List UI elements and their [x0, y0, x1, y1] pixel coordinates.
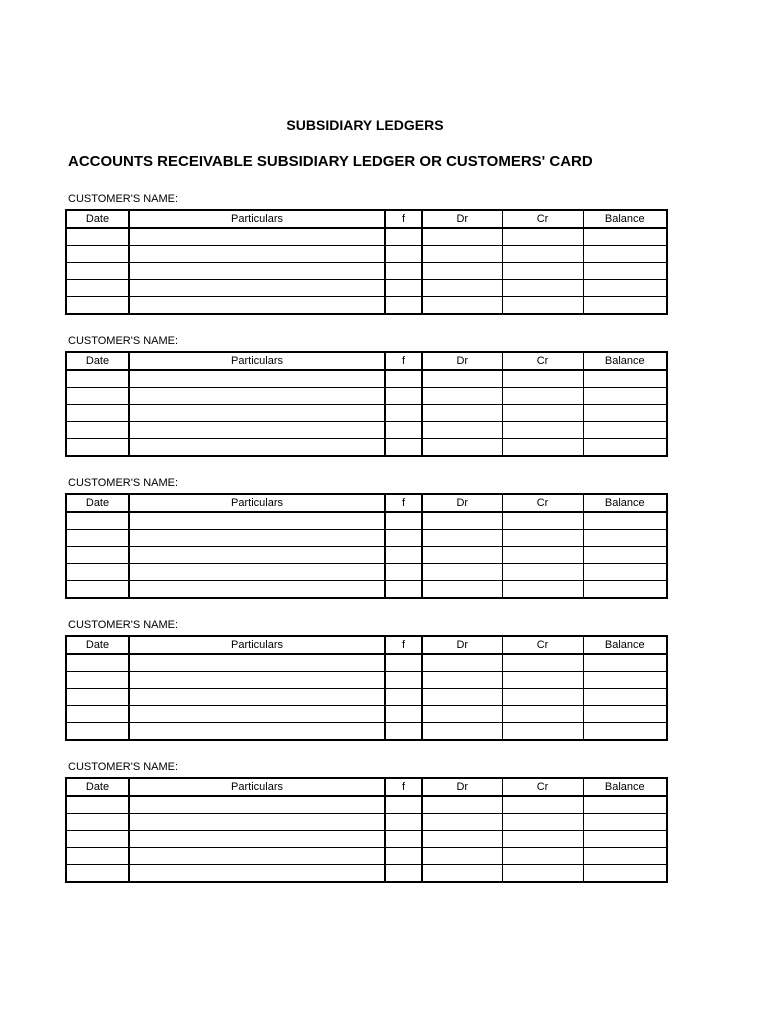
- ledger-table: [65, 493, 668, 599]
- cell-date: [66, 706, 129, 723]
- cell-cr: [502, 796, 583, 814]
- cell-dr: [422, 564, 502, 581]
- column-header-dr: Dr: [422, 636, 502, 654]
- cell-particulars: [129, 439, 385, 457]
- column-header-date: Date: [66, 636, 129, 654]
- cell-date: [66, 370, 129, 388]
- cell-date: [66, 831, 129, 848]
- table-row: [66, 263, 667, 280]
- cell-date: [66, 672, 129, 689]
- cell-particulars: [129, 263, 385, 280]
- cell-date: [66, 530, 129, 547]
- cell-cr: [502, 848, 583, 865]
- cell-cr: [502, 706, 583, 723]
- cell-cr: [502, 547, 583, 564]
- table-row: [66, 246, 667, 263]
- cell-balance: [583, 280, 667, 297]
- column-header-f: f: [385, 494, 422, 512]
- cell-date: [66, 564, 129, 581]
- table-row: [66, 280, 667, 297]
- table-row: [66, 530, 667, 547]
- cell-cr: [502, 439, 583, 457]
- table-row: [66, 547, 667, 564]
- cell-cr: [502, 422, 583, 439]
- cell-date: [66, 547, 129, 564]
- cell-date: [66, 848, 129, 865]
- ledger-table: [65, 351, 668, 457]
- ledger-table: [65, 777, 668, 883]
- column-header-dr: Dr: [422, 210, 502, 228]
- table-row: [66, 422, 667, 439]
- cell-f: [385, 297, 422, 315]
- cell-cr: [502, 831, 583, 848]
- ledger-table: [65, 635, 668, 741]
- column-header-particulars: Particulars: [129, 210, 385, 228]
- cell-balance: [583, 547, 667, 564]
- cell-particulars: [129, 246, 385, 263]
- cell-particulars: [129, 706, 385, 723]
- cell-f: [385, 547, 422, 564]
- cell-f: [385, 246, 422, 263]
- column-header-f: f: [385, 636, 422, 654]
- cell-particulars: [129, 865, 385, 883]
- table-row: [66, 581, 667, 599]
- table-row: [66, 723, 667, 741]
- cell-date: [66, 297, 129, 315]
- cell-dr: [422, 512, 502, 530]
- cell-date: [66, 263, 129, 280]
- cell-particulars: [129, 547, 385, 564]
- ledger-header-row: [66, 352, 667, 370]
- ledger-table: [65, 209, 668, 315]
- column-header-dr: Dr: [422, 352, 502, 370]
- cell-date: [66, 654, 129, 672]
- cell-cr: [502, 672, 583, 689]
- cell-particulars: [129, 564, 385, 581]
- cell-cr: [502, 280, 583, 297]
- cell-dr: [422, 865, 502, 883]
- table-row: [66, 814, 667, 831]
- cell-balance: [583, 228, 667, 246]
- cell-f: [385, 564, 422, 581]
- cell-cr: [502, 581, 583, 599]
- column-header-balance: Balance: [583, 494, 667, 512]
- cell-balance: [583, 865, 667, 883]
- column-header-balance: Balance: [583, 778, 667, 796]
- cell-date: [66, 512, 129, 530]
- table-row: [66, 405, 667, 422]
- cell-f: [385, 422, 422, 439]
- cell-dr: [422, 581, 502, 599]
- cell-balance: [583, 388, 667, 405]
- customer-name-label: CUSTOMER'S NAME:: [68, 335, 179, 347]
- column-header-dr: Dr: [422, 778, 502, 796]
- cell-f: [385, 530, 422, 547]
- column-header-balance: Balance: [583, 210, 667, 228]
- table-row: [66, 564, 667, 581]
- column-header-cr: Cr: [502, 636, 583, 654]
- column-header-particulars: Particulars: [129, 778, 385, 796]
- cell-f: [385, 405, 422, 422]
- cell-balance: [583, 263, 667, 280]
- cell-dr: [422, 280, 502, 297]
- table-row: [66, 848, 667, 865]
- cell-f: [385, 280, 422, 297]
- cell-cr: [502, 263, 583, 280]
- cell-date: [66, 246, 129, 263]
- cell-dr: [422, 723, 502, 741]
- column-header-date: Date: [66, 494, 129, 512]
- table-row: [66, 297, 667, 315]
- cell-balance: [583, 581, 667, 599]
- cell-cr: [502, 865, 583, 883]
- cell-particulars: [129, 796, 385, 814]
- cell-cr: [502, 246, 583, 263]
- cell-balance: [583, 422, 667, 439]
- column-header-date: Date: [66, 778, 129, 796]
- cell-balance: [583, 831, 667, 848]
- cell-f: [385, 848, 422, 865]
- cell-cr: [502, 654, 583, 672]
- cell-balance: [583, 439, 667, 457]
- page-subtitle: ACCOUNTS RECEIVABLE SUBSIDIARY LEDGER OR CUSTOMERS' CARD: [68, 153, 593, 170]
- cell-date: [66, 280, 129, 297]
- cell-dr: [422, 530, 502, 547]
- cell-balance: [583, 512, 667, 530]
- column-header-dr: Dr: [422, 494, 502, 512]
- cell-balance: [583, 672, 667, 689]
- table-row: [66, 831, 667, 848]
- column-header-date: Date: [66, 210, 129, 228]
- cell-date: [66, 581, 129, 599]
- cell-cr: [502, 228, 583, 246]
- table-row: [66, 654, 667, 672]
- column-header-f: f: [385, 210, 422, 228]
- cell-dr: [422, 706, 502, 723]
- cell-particulars: [129, 228, 385, 246]
- table-row: [66, 439, 667, 457]
- cell-f: [385, 796, 422, 814]
- customer-name-label: CUSTOMER'S NAME:: [68, 193, 179, 205]
- cell-f: [385, 388, 422, 405]
- cell-dr: [422, 654, 502, 672]
- cell-date: [66, 689, 129, 706]
- cell-cr: [502, 723, 583, 741]
- cell-balance: [583, 814, 667, 831]
- cell-cr: [502, 564, 583, 581]
- cell-date: [66, 439, 129, 457]
- cell-date: [66, 228, 129, 246]
- cell-f: [385, 439, 422, 457]
- cell-particulars: [129, 831, 385, 848]
- column-header-cr: Cr: [502, 352, 583, 370]
- cell-particulars: [129, 672, 385, 689]
- cell-date: [66, 388, 129, 405]
- cell-particulars: [129, 422, 385, 439]
- cell-particulars: [129, 530, 385, 547]
- cell-balance: [583, 796, 667, 814]
- table-row: [66, 672, 667, 689]
- cell-dr: [422, 370, 502, 388]
- cell-date: [66, 796, 129, 814]
- page-title: SUBSIDIARY LEDGERS: [286, 117, 444, 133]
- cell-particulars: [129, 654, 385, 672]
- cell-f: [385, 228, 422, 246]
- cell-f: [385, 865, 422, 883]
- cell-balance: [583, 706, 667, 723]
- customer-name-label: CUSTOMER'S NAME:: [68, 619, 179, 631]
- table-row: [66, 865, 667, 883]
- cell-f: [385, 831, 422, 848]
- cell-f: [385, 689, 422, 706]
- cell-particulars: [129, 280, 385, 297]
- cell-f: [385, 581, 422, 599]
- cell-particulars: [129, 581, 385, 599]
- table-row: [66, 388, 667, 405]
- cell-date: [66, 405, 129, 422]
- cell-cr: [502, 297, 583, 315]
- cell-f: [385, 706, 422, 723]
- cell-date: [66, 422, 129, 439]
- cell-dr: [422, 831, 502, 848]
- cell-f: [385, 370, 422, 388]
- customer-name-label: CUSTOMER'S NAME:: [68, 477, 179, 489]
- column-header-particulars: Particulars: [129, 352, 385, 370]
- table-row: [66, 796, 667, 814]
- cell-particulars: [129, 297, 385, 315]
- cell-balance: [583, 654, 667, 672]
- column-header-cr: Cr: [502, 210, 583, 228]
- cell-balance: [583, 370, 667, 388]
- cell-dr: [422, 246, 502, 263]
- table-row: [66, 370, 667, 388]
- cell-f: [385, 723, 422, 741]
- cell-balance: [583, 723, 667, 741]
- ledger-header-row: [66, 494, 667, 512]
- cell-balance: [583, 564, 667, 581]
- cell-dr: [422, 689, 502, 706]
- cell-dr: [422, 297, 502, 315]
- column-header-cr: Cr: [502, 778, 583, 796]
- cell-particulars: [129, 512, 385, 530]
- cell-dr: [422, 263, 502, 280]
- column-header-balance: Balance: [583, 352, 667, 370]
- cell-particulars: [129, 723, 385, 741]
- cell-balance: [583, 246, 667, 263]
- cell-dr: [422, 814, 502, 831]
- table-row: [66, 689, 667, 706]
- cell-particulars: [129, 848, 385, 865]
- cell-particulars: [129, 405, 385, 422]
- cell-balance: [583, 297, 667, 315]
- cell-dr: [422, 672, 502, 689]
- cell-dr: [422, 796, 502, 814]
- customer-name-label: CUSTOMER'S NAME:: [68, 761, 179, 773]
- column-header-cr: Cr: [502, 494, 583, 512]
- cell-dr: [422, 388, 502, 405]
- table-row: [66, 706, 667, 723]
- cell-f: [385, 512, 422, 530]
- cell-dr: [422, 405, 502, 422]
- cell-dr: [422, 439, 502, 457]
- cell-f: [385, 672, 422, 689]
- cell-balance: [583, 530, 667, 547]
- cell-balance: [583, 405, 667, 422]
- column-header-f: f: [385, 352, 422, 370]
- cell-cr: [502, 370, 583, 388]
- cell-particulars: [129, 814, 385, 831]
- cell-dr: [422, 547, 502, 564]
- cell-cr: [502, 405, 583, 422]
- cell-date: [66, 814, 129, 831]
- cell-dr: [422, 228, 502, 246]
- cell-dr: [422, 848, 502, 865]
- column-header-f: f: [385, 778, 422, 796]
- ledger-header-row: [66, 210, 667, 228]
- cell-balance: [583, 689, 667, 706]
- cell-cr: [502, 512, 583, 530]
- cell-f: [385, 814, 422, 831]
- table-row: [66, 512, 667, 530]
- cell-particulars: [129, 689, 385, 706]
- cell-f: [385, 654, 422, 672]
- cell-cr: [502, 530, 583, 547]
- cell-date: [66, 865, 129, 883]
- column-header-balance: Balance: [583, 636, 667, 654]
- column-header-particulars: Particulars: [129, 494, 385, 512]
- cell-balance: [583, 848, 667, 865]
- ledger-header-row: [66, 778, 667, 796]
- column-header-particulars: Particulars: [129, 636, 385, 654]
- cell-cr: [502, 814, 583, 831]
- ledger-header-row: [66, 636, 667, 654]
- cell-f: [385, 263, 422, 280]
- column-header-date: Date: [66, 352, 129, 370]
- cell-cr: [502, 388, 583, 405]
- cell-cr: [502, 689, 583, 706]
- cell-particulars: [129, 370, 385, 388]
- cell-date: [66, 723, 129, 741]
- cell-particulars: [129, 388, 385, 405]
- cell-dr: [422, 422, 502, 439]
- table-row: [66, 228, 667, 246]
